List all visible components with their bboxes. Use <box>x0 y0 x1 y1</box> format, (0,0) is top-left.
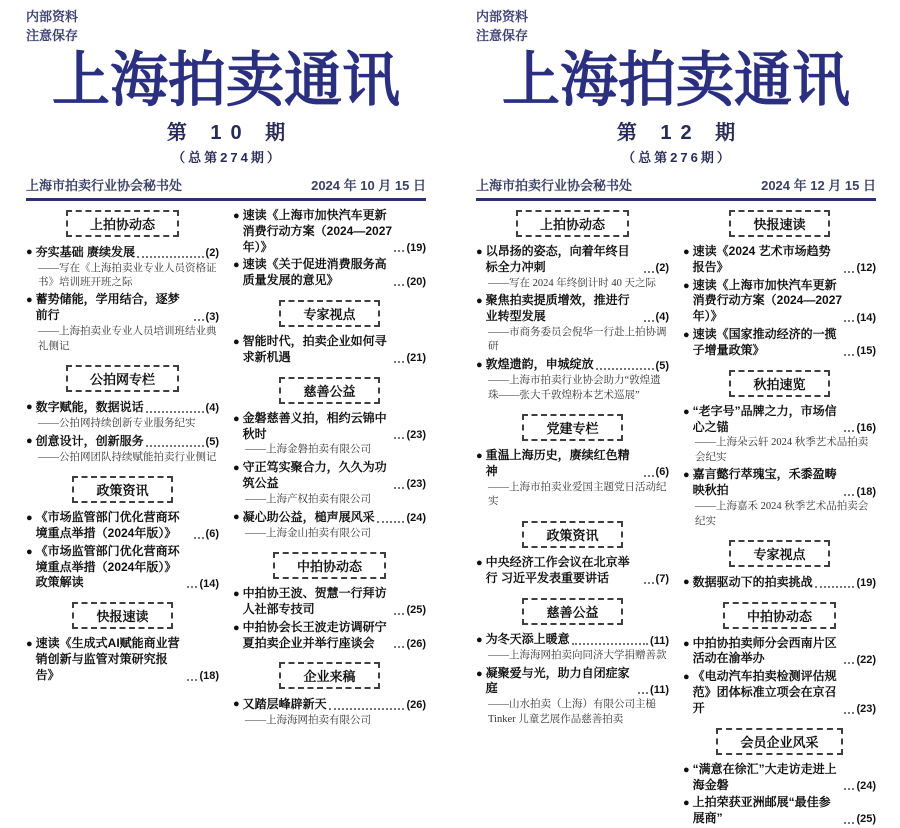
notice-line-2: 注意保存 <box>26 27 79 43</box>
toc-item-page: (20) <box>406 275 426 288</box>
toc-item-title: 创意设计，创新服务 <box>35 433 144 448</box>
toc-item-page: (14) <box>856 311 876 324</box>
bullet-icon: ● <box>683 576 690 589</box>
dotted-leader <box>146 445 204 447</box>
bullet-icon: ● <box>233 621 240 634</box>
toc-item-title: 敦煌遗韵，申城绽放 <box>485 357 594 372</box>
toc-item-title: 速读《2024 艺术市场趋势报告》 <box>692 244 831 274</box>
toc-item-page: (7) <box>655 573 669 585</box>
section-header-box: 中拍协动态 <box>723 602 836 629</box>
dotted-leader <box>194 537 204 539</box>
issue-total-number: （总第276期） <box>622 150 733 165</box>
toc-item-page: (16) <box>856 421 876 434</box>
toc-item-title: 凝聚爱与光，助力自闭症家庭 <box>485 665 630 696</box>
toc-item-title: 中央经济工作会议在北京举行 习近平发表重要讲话 <box>485 554 630 585</box>
dotted-leader <box>844 712 854 714</box>
dotted-leader <box>644 271 654 273</box>
toc-item-page: (21) <box>406 352 426 365</box>
toc-item <box>233 620 426 652</box>
bullet-icon: ● <box>683 637 690 650</box>
toc-item-page: (23) <box>406 478 426 491</box>
bullet-icon: ● <box>26 545 33 558</box>
toc-item-page: (4) <box>205 402 219 415</box>
toc-item <box>476 632 669 649</box>
toc-item <box>233 411 426 443</box>
bullet-icon: ● <box>476 358 483 371</box>
dotted-leader <box>394 361 404 363</box>
toc-item <box>476 293 669 325</box>
toc-item <box>476 357 669 374</box>
dotted-leader <box>844 788 854 790</box>
toc-item-subtitle: ——山水拍卖（上海）有限公司主槌 Tinker 儿童艺展作品慈善拍卖 <box>488 699 656 725</box>
toc-item-title: 蓄势储能，学用结合，逐梦前行 <box>35 292 180 323</box>
toc-item-title: “满意在徐汇”大走访走进上海金磐 <box>692 761 837 792</box>
toc-item-title: 金磐慈善义拍，相约云锦中秋时 <box>242 410 387 441</box>
bullet-icon: ● <box>476 246 483 258</box>
bullet-icon: ● <box>683 763 690 776</box>
toc-item <box>476 666 669 698</box>
dotted-leader <box>644 475 654 477</box>
bullet-icon: ● <box>233 588 240 601</box>
section-header-box: 慈善公益 <box>279 377 379 404</box>
bullet-icon: ● <box>683 279 690 292</box>
bullet-icon: ● <box>26 435 33 448</box>
toc-item-page: (25) <box>406 604 426 617</box>
bullet-icon: ● <box>683 469 690 482</box>
notice-line-2: 注意保存 <box>476 27 529 43</box>
toc-item <box>233 257 426 289</box>
newsletter-page-issue-12 <box>450 0 900 826</box>
toc-item-page: (26) <box>406 699 426 712</box>
toc-item <box>683 467 876 499</box>
bullet-icon: ● <box>476 633 483 646</box>
toc-column <box>476 206 669 828</box>
toc-item-title: 《市场监管部门优化营商环境重点举措（2024年版）》 <box>35 510 180 540</box>
toc-item <box>233 334 426 366</box>
toc-item <box>233 509 426 526</box>
dotted-leader <box>572 643 648 645</box>
toc-item <box>683 278 876 325</box>
dotted-leader <box>844 822 854 824</box>
section-header-box: 专家视点 <box>279 300 379 327</box>
toc-item-page: (15) <box>856 345 876 358</box>
toc-item <box>233 208 426 255</box>
issue-total-number: （总第274期） <box>172 150 283 165</box>
toc-item-page: (18) <box>856 485 876 498</box>
toc-item-title: 为冬天添上暖意 <box>485 632 570 647</box>
toc-item <box>683 795 876 827</box>
toc-item-subtitle: ——上海金山拍卖有限公司 <box>245 527 371 539</box>
masthead-title: 上海拍卖通讯 <box>501 44 850 115</box>
toc-item <box>683 327 876 359</box>
toc-item <box>233 460 426 492</box>
toc-item <box>26 510 219 542</box>
toc-item-subtitle: ——上海嘉禾 2024 秋季艺术品拍卖会纪实 <box>695 501 869 527</box>
toc-item-title: 速读《上海市加快汽车更新消费行动方案（2024—2027年）》 <box>692 277 843 324</box>
toc-item-page: (19) <box>406 241 426 254</box>
toc-item-title: 重温上海历史，赓续红色精神 <box>485 448 630 479</box>
toc-item-title: 以昂扬的姿态，向着年终目标全力冲刺 <box>485 244 630 274</box>
toc-item-page: (6) <box>655 466 669 479</box>
toc-item-title: 智能时代，拍卖企业如何寻求新机遇 <box>242 334 387 364</box>
publisher: 上海市拍卖行业协会秘书处 <box>476 178 633 193</box>
toc-item <box>476 244 669 276</box>
bullet-icon: ● <box>233 511 240 524</box>
toc-item-subtitle: ——上海朵云轩 2024 秋季艺术品拍卖会纪实 <box>695 437 869 463</box>
toc-item-subtitle: ——市商务委员会倪华一行赴上拍协调研 <box>488 326 667 353</box>
dotted-leader <box>596 368 654 370</box>
section-header-box: 秋拍速览 <box>729 370 829 397</box>
toc-item <box>683 636 876 668</box>
toc-item-title: 凝心助公益，槌声展风采 <box>242 509 375 524</box>
toc-item-title: 中拍协会长王波走访调研宁夏拍卖企业并举行座谈会 <box>242 619 387 650</box>
bullet-icon: ● <box>26 401 33 414</box>
section-header-box: 快报速读 <box>72 602 172 629</box>
toc-item-title: 速读《生成式AI赋能商业营销创新与监管对策研究报告》 <box>35 636 180 682</box>
toc-item <box>476 555 669 587</box>
toc-item-title: “老字号”品牌之力，市场信心之锚 <box>692 403 837 434</box>
toc-item-title: 聚焦拍卖提质增效，推进行业转型发展 <box>485 293 630 323</box>
dotted-leader <box>394 437 404 439</box>
bullet-icon: ● <box>233 336 240 349</box>
toc-item-title: 守正笃实聚合力，久久为功筑公益 <box>242 459 387 490</box>
toc-item-page: (23) <box>406 428 426 441</box>
toc-item-title: 嘉言懿行萃瑰宝，禾黍盈畴映秋拍 <box>692 467 837 498</box>
dotted-leader <box>377 521 405 523</box>
bullet-icon: ● <box>476 450 483 463</box>
toc-item-subtitle: ——公拍网持续创新专业服务纪实 <box>38 417 196 429</box>
dotted-leader <box>194 319 204 321</box>
section-header-box: 公拍网专栏 <box>66 365 179 392</box>
toc-item-title: 《电动汽车拍卖检测评估规范》团体标准立项会在京召开 <box>692 669 837 715</box>
toc-item-page: (24) <box>856 779 876 792</box>
toc-item-page: (18) <box>199 670 219 683</box>
toc-item-page: (2) <box>655 262 669 275</box>
toc-item-page: (22) <box>856 653 876 666</box>
bullet-icon: ● <box>476 667 483 680</box>
section-header-box: 专家视点 <box>729 540 829 567</box>
dotted-leader <box>844 494 854 496</box>
toc-item-page: (3) <box>205 310 219 323</box>
publisher: 上海市拍卖行业协会秘书处 <box>26 178 183 193</box>
toc-item-page: (5) <box>655 359 669 372</box>
bullet-icon: ● <box>26 294 33 307</box>
dotted-leader <box>844 271 854 273</box>
toc-item <box>476 448 669 480</box>
dotted-leader <box>394 250 404 252</box>
publication-info-row <box>26 175 426 201</box>
toc-item-subtitle: ——上海海网拍卖有限公司 <box>245 714 371 726</box>
toc-item-title: 数据驱动下的拍卖挑战 <box>692 574 813 589</box>
dotted-leader <box>394 646 404 648</box>
toc-item-page: (2) <box>205 246 219 259</box>
toc-item-subtitle: ——上海金磐拍卖有限公司 <box>245 444 371 456</box>
bullet-icon: ● <box>26 638 33 651</box>
toc-column <box>26 206 219 730</box>
section-header-box: 中拍协动态 <box>273 552 386 579</box>
bullet-icon: ● <box>26 512 33 525</box>
toc-item-subtitle: ——上海市拍卖业爱国主题党日活动纪实 <box>488 481 667 508</box>
toc-item-title: 数字赋能，数据说话 <box>35 399 144 414</box>
classification-notice <box>26 8 426 46</box>
toc-item <box>683 762 876 794</box>
bullet-icon: ● <box>683 246 690 258</box>
toc-item-title: 上拍荣获亚洲邮展“最佳参展商” <box>692 795 831 826</box>
section-header-box: 企业来稿 <box>279 662 379 689</box>
classification-notice <box>476 8 876 46</box>
toc-item-page: (26) <box>406 637 426 650</box>
dotted-leader <box>638 692 648 694</box>
notice-line-1: 内部资料 <box>476 9 529 24</box>
dotted-leader <box>844 320 854 322</box>
publication-date: 2024 年 12 月 15 日 <box>761 178 876 193</box>
dotted-leader <box>187 586 197 588</box>
toc-item <box>233 696 426 713</box>
toc-item-title: 速读《关于促进消费服务高质量发展的意见》 <box>242 257 387 288</box>
toc-item <box>26 433 219 450</box>
toc-item-page: (12) <box>856 262 876 275</box>
dotted-leader <box>394 487 404 489</box>
section-header-box: 快报速读 <box>729 210 829 237</box>
toc-item <box>26 544 219 591</box>
dotted-leader <box>844 662 854 664</box>
bullet-icon: ● <box>476 295 483 308</box>
section-header-box: 上拍协动态 <box>516 210 629 237</box>
toc-item-title: 夯实基础 赓续发展 <box>35 244 135 259</box>
section-header-box: 党建专栏 <box>522 414 622 441</box>
dotted-leader <box>146 411 204 413</box>
toc-item-subtitle: ——上海市拍卖行业协会助力“敦煌遗珠——张大千敦煌粉本艺术巡展” <box>488 375 661 401</box>
toc-item-page: (11) <box>650 634 669 647</box>
toc-item-page: (14) <box>199 577 219 590</box>
dotted-leader <box>815 586 855 588</box>
toc-item <box>683 404 876 436</box>
toc-column <box>683 206 876 828</box>
dotted-leader <box>329 708 405 710</box>
bullet-icon: ● <box>233 461 240 474</box>
publication-info-row <box>476 175 876 201</box>
toc-item-title: 速读《国家推动经济的一揽子增量政策》 <box>692 327 837 357</box>
toc-item-page: (19) <box>856 577 876 590</box>
toc-item <box>233 586 426 618</box>
toc-item <box>26 636 219 683</box>
toc-item <box>683 574 876 591</box>
bullet-icon: ● <box>26 246 33 258</box>
toc-item-subtitle: ——上海海网拍卖向同济大学捐赠善款 <box>488 650 667 662</box>
notice-line-1: 内部资料 <box>26 9 79 24</box>
table-of-contents <box>26 206 426 730</box>
bullet-icon: ● <box>233 210 240 222</box>
toc-item-subtitle: ——上海产权拍卖有限公司 <box>245 493 371 505</box>
toc-item-page: (4) <box>655 311 669 324</box>
toc-item <box>26 292 219 324</box>
toc-item-title: 中拍协拍卖师分会西南片区活动在渝举办 <box>692 635 837 666</box>
toc-item-title: 中拍协王波、贺慧一行拜访人社部专技司 <box>242 586 387 616</box>
dotted-leader <box>394 284 404 286</box>
dotted-leader <box>844 354 854 356</box>
toc-item-subtitle: ——写在《上海拍卖业专业人员资格证书》培训班开班之际 <box>38 262 217 288</box>
toc-item-page: (24) <box>406 512 426 525</box>
issue-number: 第 10 期 <box>166 122 295 144</box>
section-header-box: 会员企业风采 <box>716 728 842 755</box>
toc-item-title: 《市场监管部门优化营商环境重点举措（2024年版）》政策解读 <box>35 543 180 590</box>
toc-item-page: (23) <box>856 703 876 716</box>
toc-column <box>233 206 426 730</box>
bullet-icon: ● <box>233 698 240 711</box>
toc-item-subtitle: ——公拍网团队持续赋能拍卖行业侧记 <box>38 451 217 463</box>
bullet-icon: ● <box>476 556 483 569</box>
dotted-leader <box>137 256 204 258</box>
toc-item-title: 速读《上海市加快汽车更新消费行动方案（2024—2027年）》 <box>242 208 393 254</box>
bullet-icon: ● <box>683 797 690 810</box>
toc-item <box>683 669 876 716</box>
toc-item <box>26 244 219 261</box>
dotted-leader <box>644 320 654 322</box>
dotted-leader <box>394 613 404 615</box>
toc-item-title: 又踏层峰辟新天 <box>242 697 327 712</box>
bullet-icon: ● <box>233 259 240 272</box>
issue-number: 第 12 期 <box>616 122 745 144</box>
dotted-leader <box>187 679 197 681</box>
publication-date: 2024 年 10 月 15 日 <box>311 178 426 193</box>
dotted-leader <box>644 582 654 584</box>
newsletter-page-issue-10 <box>0 0 450 726</box>
toc-item <box>683 244 876 276</box>
toc-item-page: (6) <box>205 528 219 541</box>
toc-item-subtitle: ——写在 2024 年终倒计时 40 天之际 <box>488 277 656 289</box>
bullet-icon: ● <box>683 329 690 342</box>
bullet-icon: ● <box>233 412 240 425</box>
toc-item-subtitle: ——上海拍卖业专业人员培训班结业典礼侧记 <box>38 326 217 352</box>
section-header-box: 上拍协动态 <box>66 210 179 237</box>
toc-item-page: (11) <box>650 683 669 696</box>
bullet-icon: ● <box>683 671 690 684</box>
bullet-icon: ● <box>683 405 690 418</box>
table-of-contents <box>476 206 876 828</box>
section-header-box: 慈善公益 <box>522 598 622 625</box>
masthead-title: 上海拍卖通讯 <box>51 44 400 115</box>
section-header-box: 政策资讯 <box>522 521 622 548</box>
toc-item-page: (25) <box>856 813 876 826</box>
section-header-box: 政策资讯 <box>72 476 172 503</box>
toc-item-page: (5) <box>205 436 219 449</box>
toc-item <box>26 399 219 416</box>
dotted-leader <box>844 430 854 432</box>
